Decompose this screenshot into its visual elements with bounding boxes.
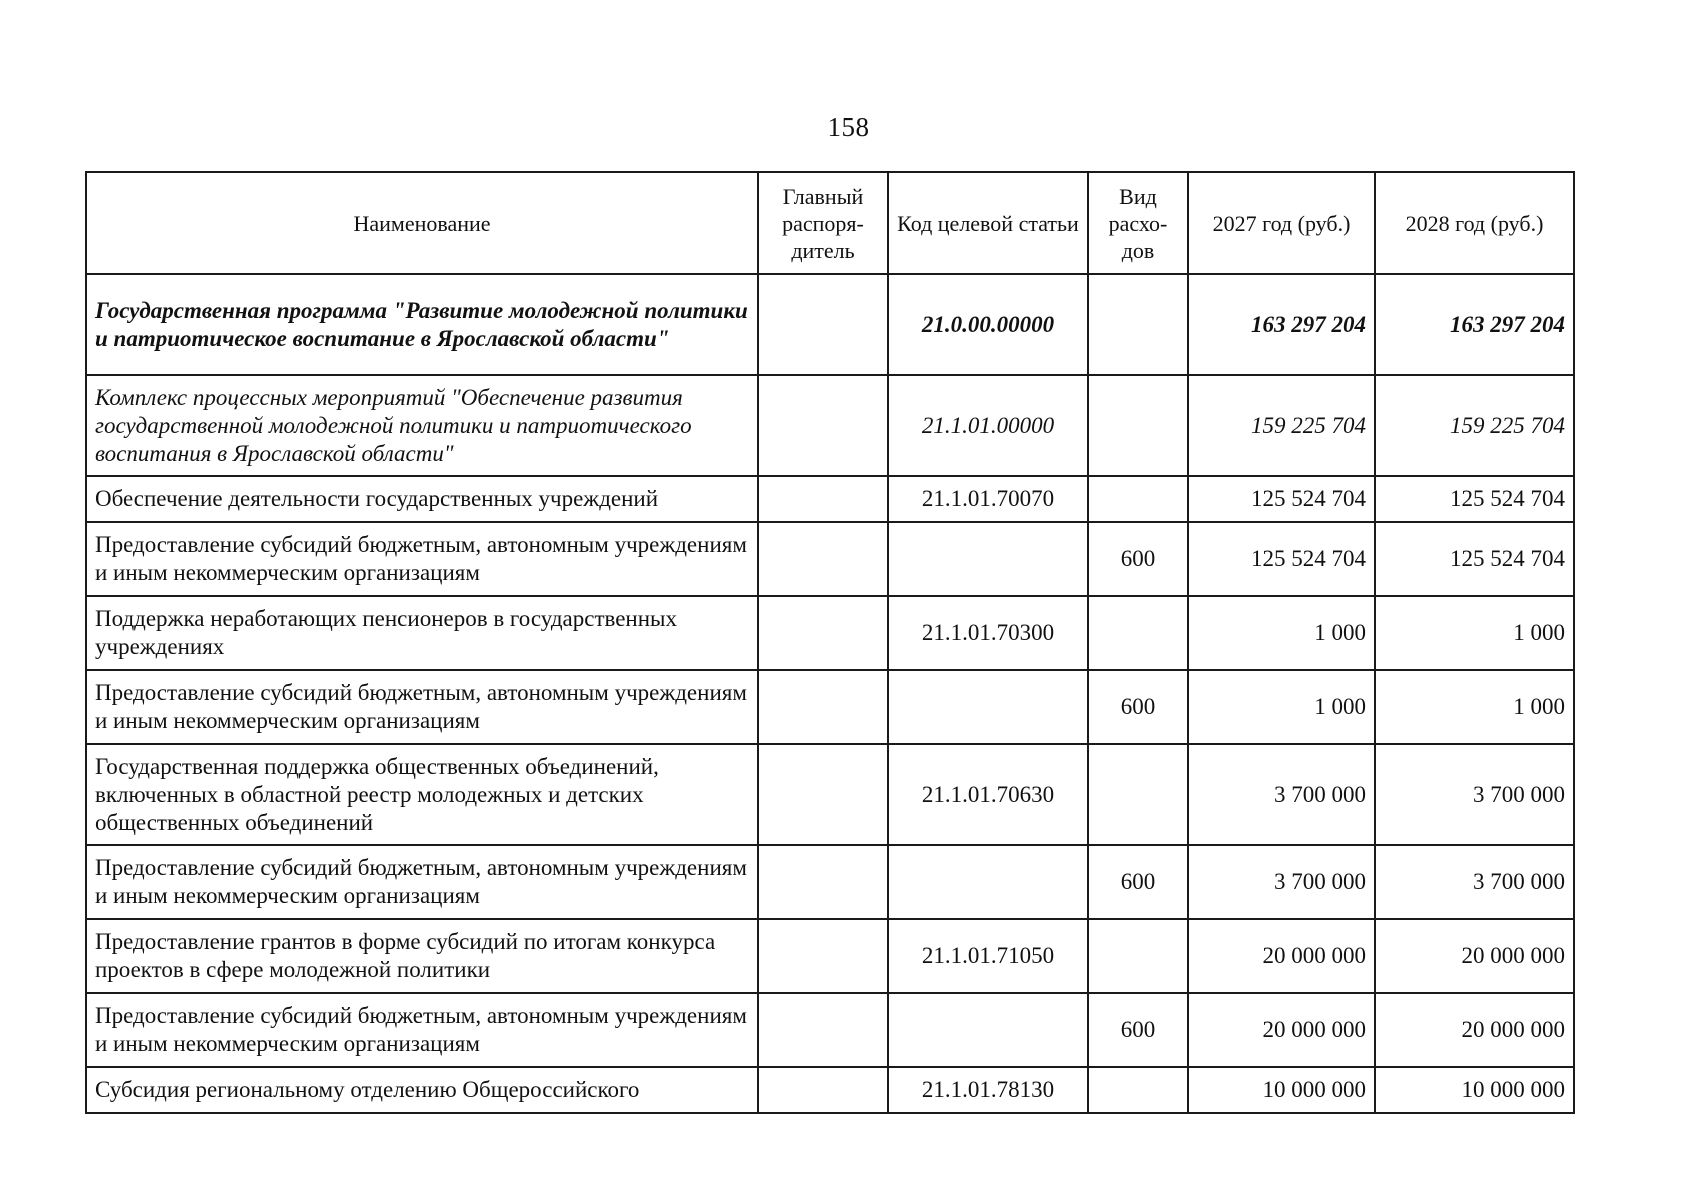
row-amount-2027: 20 000 000 <box>1188 993 1375 1067</box>
row-admin <box>758 1067 888 1113</box>
row-amount-2028: 125 524 704 <box>1375 476 1574 522</box>
row-amount-2027: 1 000 <box>1188 596 1375 670</box>
row-amount-2028: 3 700 000 <box>1375 744 1574 845</box>
row-admin <box>758 476 888 522</box>
row-kind <box>1088 476 1188 522</box>
row-name: Предоставление субсидий бюджетным, автономным учреждениям и иным некоммерческим организациям <box>86 845 758 919</box>
row-amount-2027: 3 700 000 <box>1188 744 1375 845</box>
row-admin <box>758 670 888 744</box>
table-row <box>86 744 1574 845</box>
row-admin <box>758 845 888 919</box>
row-amount-2028: 163 297 204 <box>1375 274 1574 375</box>
row-amount-2027: 20 000 000 <box>1188 919 1375 993</box>
row-admin <box>758 919 888 993</box>
table-body <box>86 274 1574 1113</box>
header-code: Код целевой статьи <box>888 172 1088 274</box>
row-name: Поддержка неработающих пенсионеров в государственных учреждениях <box>86 596 758 670</box>
row-amount-2028: 20 000 000 <box>1375 993 1574 1067</box>
row-code <box>888 993 1088 1067</box>
row-name: Комплекс процессных мероприятий "Обеспечение развития государственной молодежной политики и патриотического воспитания в Ярославской области" <box>86 375 758 476</box>
row-kind: 600 <box>1088 522 1188 596</box>
row-code: 21.1.01.78130 <box>888 1067 1088 1113</box>
row-code <box>888 845 1088 919</box>
header-year-2027: 2027 год (руб.) <box>1188 172 1375 274</box>
row-amount-2028: 1 000 <box>1375 670 1574 744</box>
row-kind <box>1088 596 1188 670</box>
table-row <box>86 919 1574 993</box>
row-admin <box>758 993 888 1067</box>
header-year-2028: 2028 год (руб.) <box>1375 172 1574 274</box>
row-amount-2028: 10 000 000 <box>1375 1067 1574 1113</box>
row-admin <box>758 375 888 476</box>
table-row <box>86 670 1574 744</box>
row-amount-2027: 1 000 <box>1188 670 1375 744</box>
row-admin <box>758 596 888 670</box>
row-name: Субсидия региональному отделению Общероссийского <box>86 1067 758 1113</box>
row-amount-2027: 163 297 204 <box>1188 274 1375 375</box>
row-kind: 600 <box>1088 845 1188 919</box>
table-row <box>86 476 1574 522</box>
header-kind: Вид расхо-дов <box>1088 172 1188 274</box>
row-amount-2028: 125 524 704 <box>1375 522 1574 596</box>
row-code: 21.1.01.00000 <box>888 375 1088 476</box>
header-admin: Главный распоря-дитель <box>758 172 888 274</box>
row-name: Обеспечение деятельности государственных учреждений <box>86 476 758 522</box>
row-code: 21.0.00.00000 <box>888 274 1088 375</box>
row-kind <box>1088 375 1188 476</box>
row-name: Предоставление субсидий бюджетным, автономным учреждениям и иным некоммерческим организациям <box>86 522 758 596</box>
row-amount-2027: 10 000 000 <box>1188 1067 1375 1113</box>
row-name: Предоставление субсидий бюджетным, автономным учреждениям и иным некоммерческим организациям <box>86 670 758 744</box>
row-code <box>888 522 1088 596</box>
row-kind <box>1088 919 1188 993</box>
row-name: Предоставление грантов в форме субсидий по итогам конкурса проектов в сфере молодежной политики <box>86 919 758 993</box>
row-amount-2028: 1 000 <box>1375 596 1574 670</box>
header-name: Наименование <box>86 172 758 274</box>
row-name: Предоставление субсидий бюджетным, автономным учреждениям и иным некоммерческим организациям <box>86 993 758 1067</box>
budget-table <box>85 171 1575 1114</box>
row-code: 21.1.01.70070 <box>888 476 1088 522</box>
row-code <box>888 670 1088 744</box>
row-amount-2027: 125 524 704 <box>1188 476 1375 522</box>
row-amount-2028: 20 000 000 <box>1375 919 1574 993</box>
row-kind <box>1088 274 1188 375</box>
row-kind: 600 <box>1088 993 1188 1067</box>
table-row <box>86 274 1574 375</box>
page-number: 158 <box>827 112 870 142</box>
table-header <box>86 172 1574 274</box>
row-name: Государственная программа "Развитие молодежной политики и патриотическое воспитание в Ярославской области" <box>86 274 758 375</box>
row-amount-2028: 3 700 000 <box>1375 845 1574 919</box>
row-kind <box>1088 1067 1188 1113</box>
table-row <box>86 596 1574 670</box>
row-name: Государственная поддержка общественных объединений, включенных в областной реестр молодежных и детских общественных объединений <box>86 744 758 845</box>
table-row <box>86 375 1574 476</box>
row-code: 21.1.01.70300 <box>888 596 1088 670</box>
row-amount-2027: 159 225 704 <box>1188 375 1375 476</box>
row-amount-2028: 159 225 704 <box>1375 375 1574 476</box>
row-amount-2027: 125 524 704 <box>1188 522 1375 596</box>
table-row <box>86 522 1574 596</box>
row-amount-2027: 3 700 000 <box>1188 845 1375 919</box>
table-row <box>86 1067 1574 1113</box>
row-admin <box>758 522 888 596</box>
row-code: 21.1.01.71050 <box>888 919 1088 993</box>
table-row <box>86 845 1574 919</box>
row-kind: 600 <box>1088 670 1188 744</box>
row-admin <box>758 744 888 845</box>
row-admin <box>758 274 888 375</box>
header-row <box>86 172 1574 274</box>
row-code: 21.1.01.70630 <box>888 744 1088 845</box>
table-row <box>86 993 1574 1067</box>
row-kind <box>1088 744 1188 845</box>
